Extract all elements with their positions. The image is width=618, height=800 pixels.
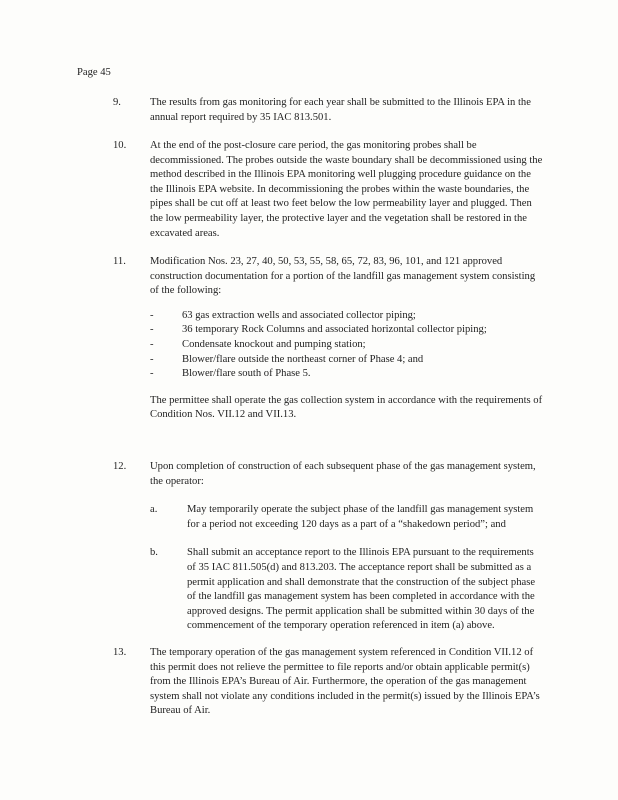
item-text: Modification Nos. 23, 27, 40, 50, 53, 55, 58, 65, 72, 83, 96, 101, and 121 approved construction documentation for a portion of the landfill gas management system consisting of the following: [150,256,536,297]
condition-item-9 [113,96,545,125]
subitem-letter: a. [150,504,158,516]
item-number: 9. [113,97,121,108]
list-item: - 36 temporary Rock Columns and associated horizontal collector piping; [150,324,487,336]
condition-item-10 [113,139,545,241]
subitem-a [150,503,545,532]
list-item: - 63 gas extraction wells and associated collector piping; [150,309,416,321]
subitem-b [150,546,545,634]
component-list [150,309,545,382]
item-followup-text: The permittee shall operate the gas collection system in accordance with the requirements of Condition Nos. VII.12 and VII.13. [150,394,543,421]
item-number: 13. [113,647,127,658]
page-number: Page 45 [77,67,111,78]
item-text: Upon completion of construction of each subsequent phase of the gas management system, the operator: [150,461,536,487]
subitem-text: May temporarily operate the subject phase of the landfill gas management system for a period not exceeding 120 days as a part of a “shakedown period”; and [187,504,534,530]
condition-item-13 [113,646,545,719]
subitem-text: Shall submit an acceptance report to the Illinois EPA pursuant to the requirements of 35 IAC 811.505(d) and 813.203. The acceptance report shall be submitted as a permit application and shall demonstrate that the construction of the subject phase of the landfill gas management system has been completed in accordance with the approved designs. The permit application shall be submitted within 30 days of the commencement of the temporary operation referenced in item (a) above. [187,547,536,632]
condition-item-12 [113,460,545,634]
list-item: - Blower/flare outside the northeast corner of Phase 4; and [150,353,424,365]
item-number: 11. [113,256,126,267]
list-item: - Condensate knockout and pumping station; [150,338,366,350]
item-text: At the end of the post-closure care period, the gas monitoring probes shall be decommissioned. The probes outside the waste boundary shall be decommissioned using the method described in the Illinois EPA monitoring well plugging procedure guidance on the the Illinois EPA website. In decommissioning the probes within the waste boundaries, the pipes shall be cut off at least two feet below the low permeability layer and plugged. Then the low permeability layer, the protective layer and the vegetation shall be restored in the excavated areas. [150,140,543,239]
item-text: The results from gas monitoring for each year shall be submitted to the Illinois EPA in the annual report required by 35 IAC 813.501. [150,97,531,123]
item-text: The temporary operation of the gas management system referenced in Condition VII.12 of this permit does not relieve the permittee to file reports and/or obtain applicable permit(s) from the Illinois EPA’s Bureau of Air. Furthermore, the operation of the gas management system shall not violate any conditions included in the permit(s) issued by the Illinois EPA’s Bureau of Air. [150,647,540,717]
list-item: - Blower/flare south of Phase 5. [150,368,311,380]
subitem-letter: b. [150,547,158,559]
item-number: 10. [113,140,127,151]
condition-item-11 [113,255,545,423]
item-number: 12. [113,461,127,472]
